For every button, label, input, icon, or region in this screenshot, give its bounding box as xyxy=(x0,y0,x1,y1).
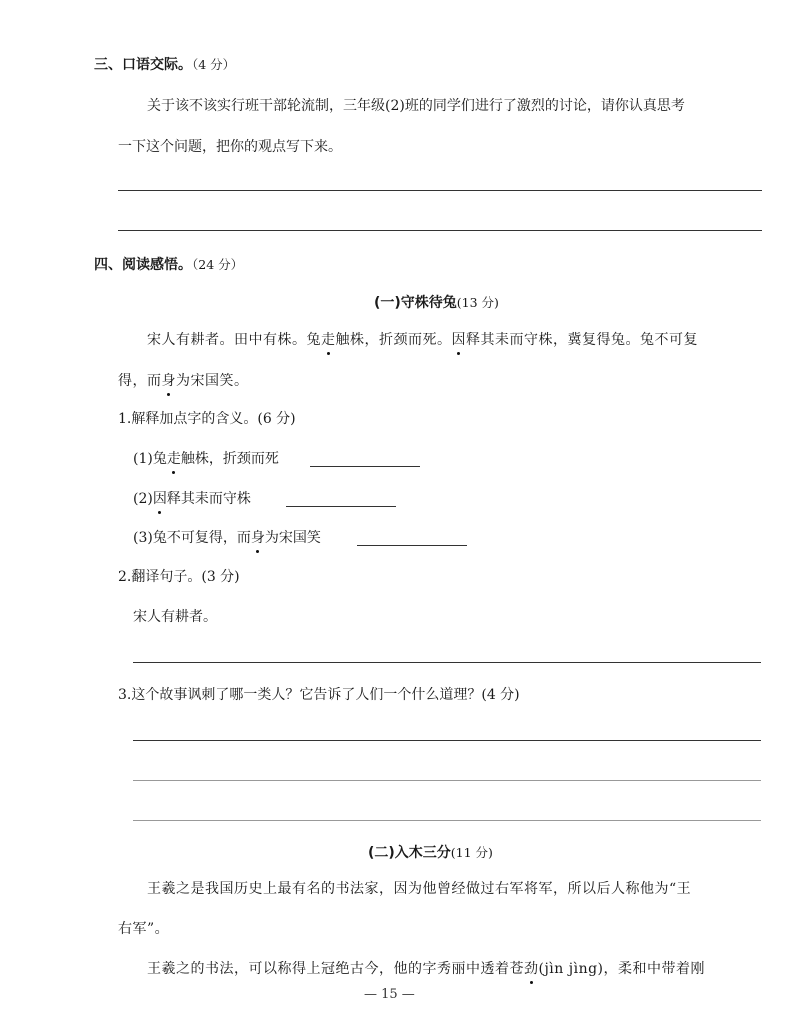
text-run: (2) xyxy=(133,491,153,507)
text-run: 王羲之的书法，可以称得上冠绝古今，他的字秀丽中透着苍 xyxy=(147,961,524,977)
dotted-char: 走 xyxy=(321,329,336,349)
section-3-title: 三、口语交际。 xyxy=(94,57,192,73)
passage-1-text-line-2 xyxy=(118,370,249,390)
section-4-title: 四、阅读感悟。 xyxy=(94,257,192,273)
text-run: 触株，折颈而死。 xyxy=(335,332,452,348)
question-3: 3.这个故事讽刺了哪一类人？它告诉了人们一个什么道理？(4 分) xyxy=(118,687,520,703)
passage-2-title: (二)入木三分 xyxy=(368,845,451,861)
dotted-char: 因 xyxy=(153,488,167,508)
answer-line[interactable] xyxy=(357,545,467,546)
section-4-score: （24 分） xyxy=(192,257,244,272)
text-run: (1)兔 xyxy=(133,451,167,467)
dotted-char: 劲 xyxy=(524,958,539,978)
passage-2-text-line-3 xyxy=(147,958,705,978)
passage-1-score: (13 分) xyxy=(456,295,499,310)
question-1-item-3 xyxy=(133,527,321,547)
answer-line[interactable] xyxy=(118,190,762,191)
passage-1-title: (一)守株待兔 xyxy=(374,295,457,311)
question-1: 1.解释加点字的含义。(6 分) xyxy=(118,411,296,427)
section-3-heading xyxy=(94,54,235,74)
section-3-score: （4 分） xyxy=(192,57,236,72)
question-2-sentence: 宋人有耕者。 xyxy=(133,609,217,625)
text-run: 释其耒而守株，冀复得兔。兔不可复 xyxy=(466,332,698,348)
dotted-char: 身 xyxy=(162,370,177,390)
question-1-item-2 xyxy=(133,488,251,508)
dotted-char: 身 xyxy=(251,527,265,547)
answer-line[interactable] xyxy=(133,662,761,663)
question-2: 2.翻译句子。(3 分) xyxy=(118,569,240,585)
passage-1-text-line-1 xyxy=(147,329,698,349)
answer-line[interactable] xyxy=(133,820,761,821)
passage-2-text-line-2: 右军”。 xyxy=(118,921,170,937)
text-run: 宋人有耕者。田中有株。兔 xyxy=(147,332,321,348)
text-run: 触株，折颈而死 xyxy=(180,451,279,467)
section-3-prompt-line-2: 一下这个问题，把你的观点写下来。 xyxy=(118,139,342,155)
text-run: (3)兔不可复得，而 xyxy=(133,530,251,546)
passage-1-heading xyxy=(374,292,499,312)
text-run: 为宋国笑。 xyxy=(176,373,249,389)
dotted-char: 走 xyxy=(167,448,181,468)
page-number: — 15 — xyxy=(364,987,415,1002)
answer-line[interactable] xyxy=(133,780,761,781)
text-run: 得，而 xyxy=(118,373,162,389)
answer-line[interactable] xyxy=(310,466,420,467)
text-run: 为宋国笑 xyxy=(264,530,321,546)
passage-2-heading xyxy=(368,842,493,862)
question-1-item-1 xyxy=(133,448,279,468)
passage-2-text-line-1: 王羲之是我国历史上最有名的书法家，因为他曾经做过右军将军，所以后人称他为“王 xyxy=(147,881,692,897)
passage-2-score: (11 分) xyxy=(450,845,493,860)
answer-line[interactable] xyxy=(118,230,762,231)
text-run: 释其耒而守株 xyxy=(166,491,251,507)
dotted-char: 因 xyxy=(452,329,467,349)
answer-line[interactable] xyxy=(133,740,761,741)
text-run: (jìn jìng)，柔和中带着刚 xyxy=(538,961,706,977)
answer-line[interactable] xyxy=(286,506,396,507)
section-3-prompt-line-1: 关于该不该实行班干部轮流制，三年级(2)班的同学们进行了激烈的讨论，请你认真思考 xyxy=(147,98,685,114)
section-4-heading xyxy=(94,254,243,274)
